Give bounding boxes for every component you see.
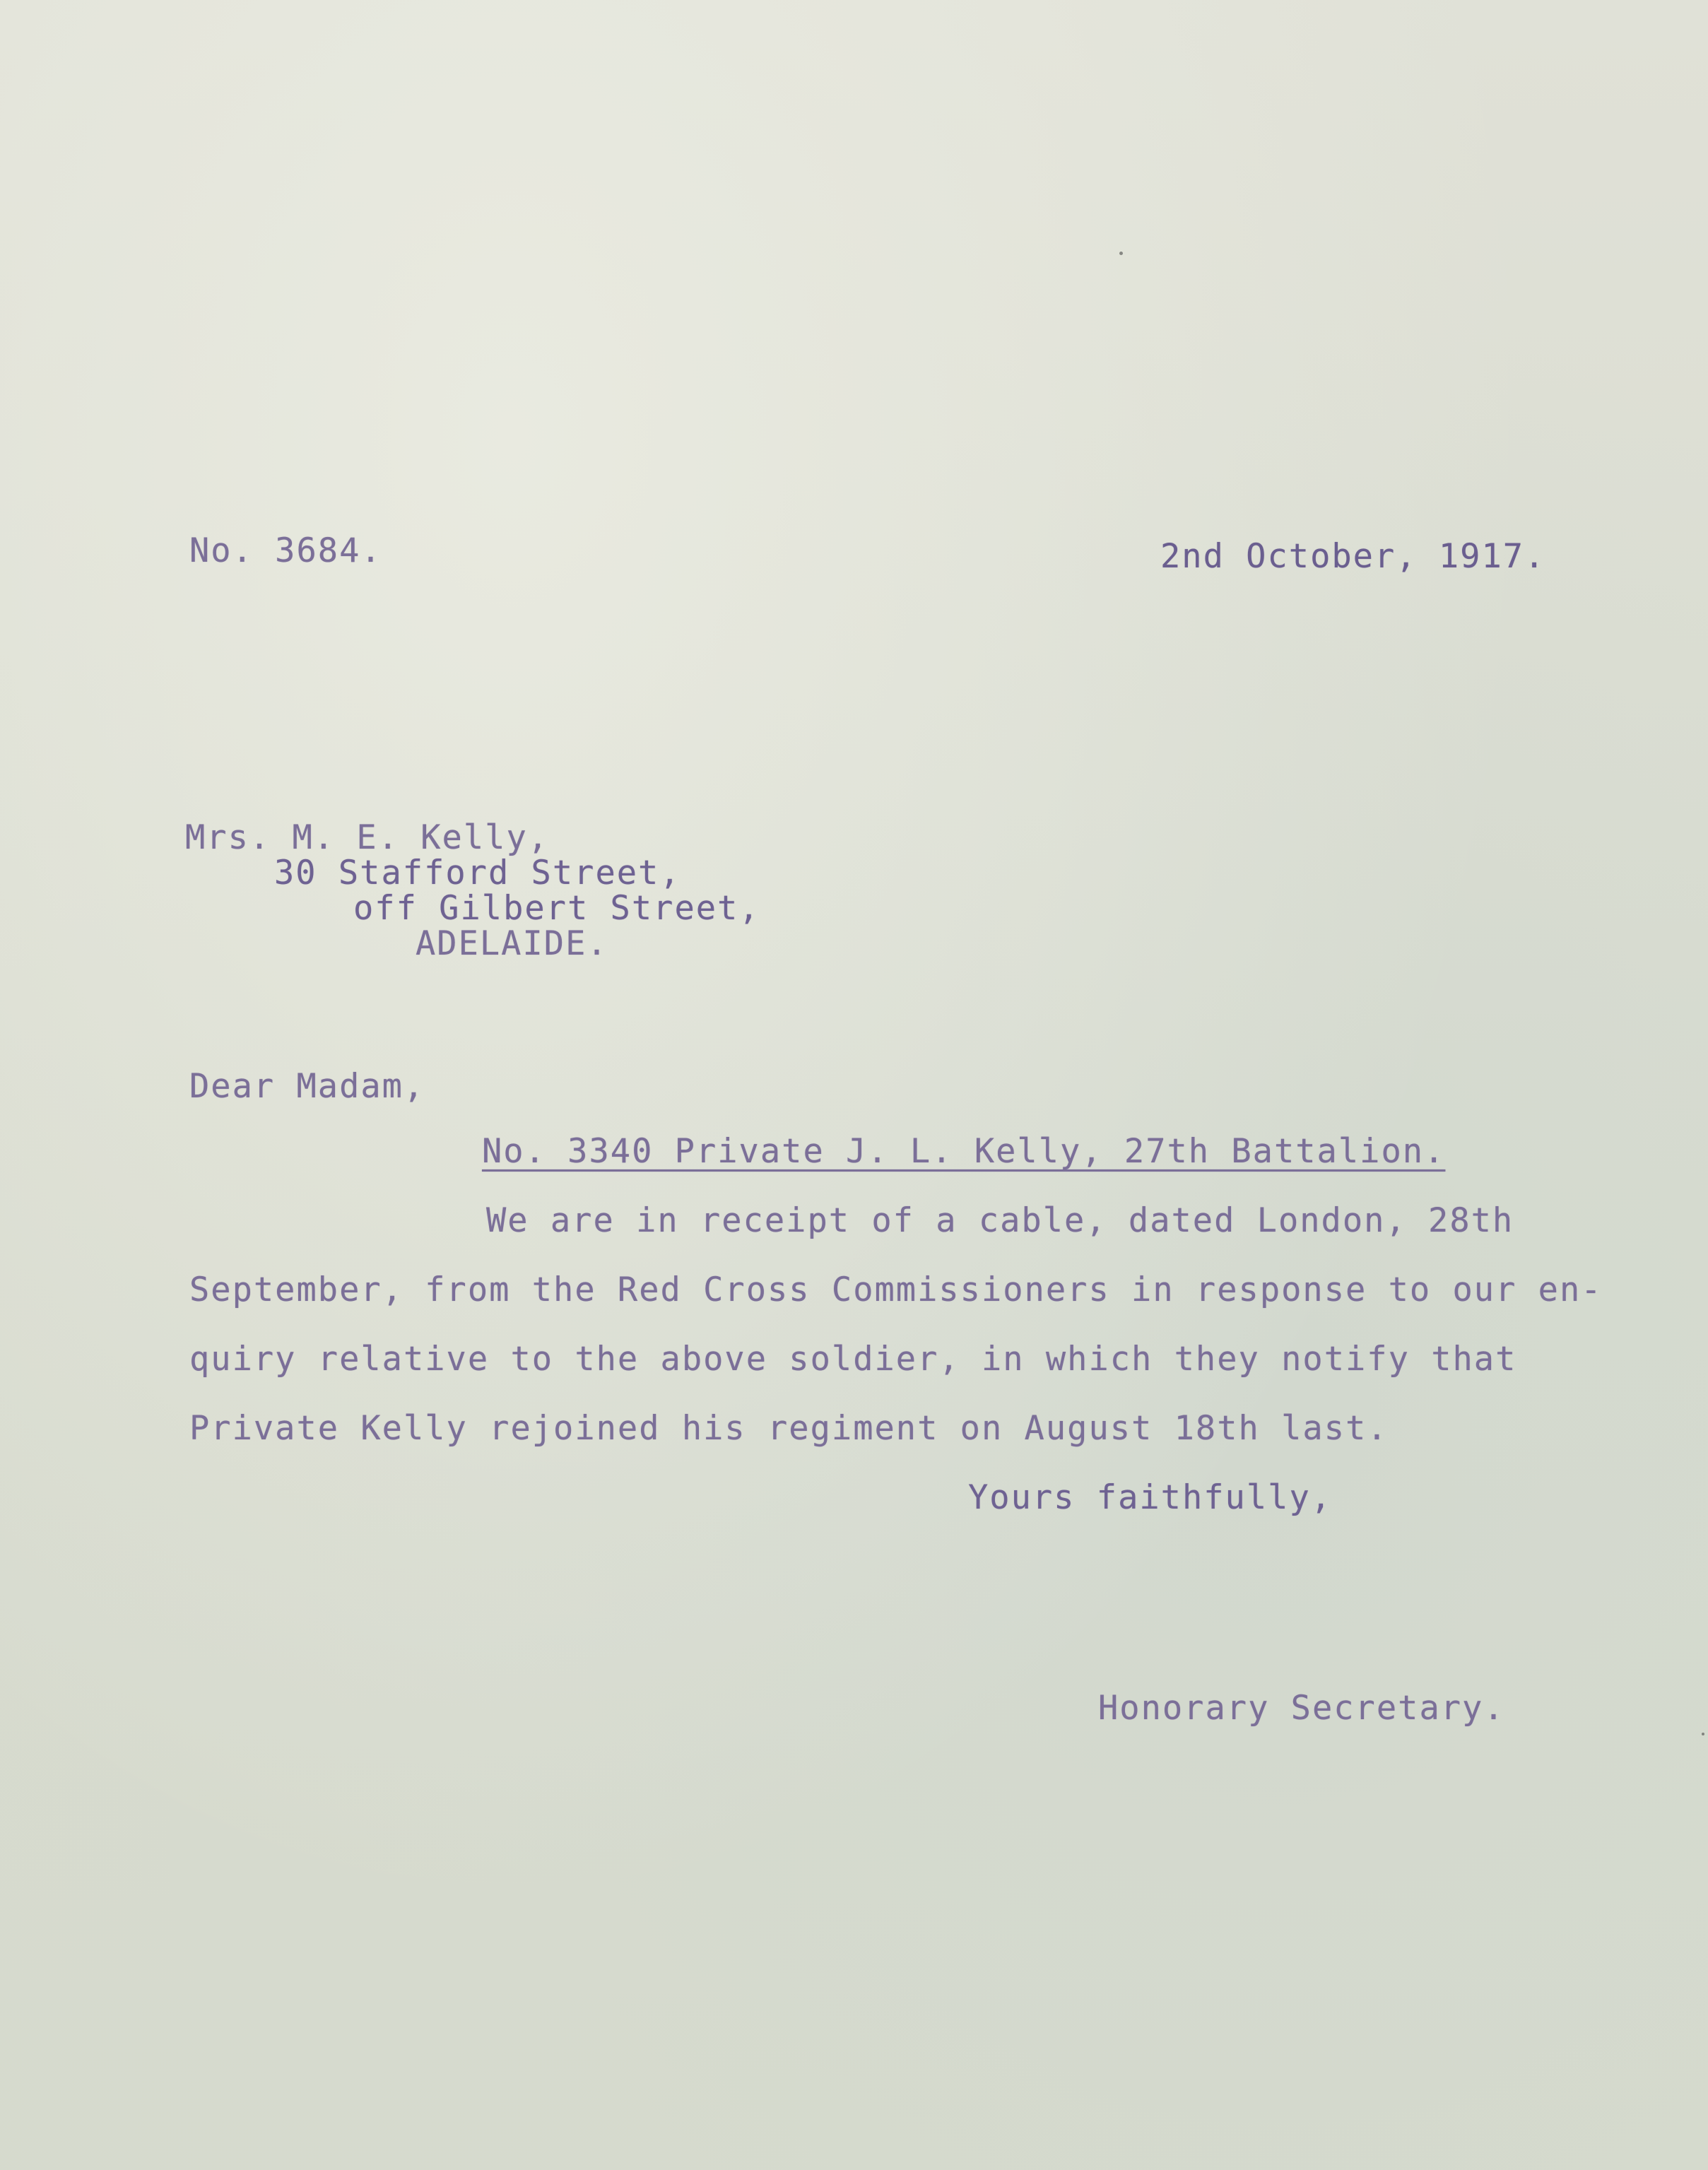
- salutation: Dear Madam,: [189, 1067, 425, 1106]
- subject-line: No. 3340 Private J. L. Kelly, 27th Battalion.: [482, 1132, 1446, 1171]
- body-line: We are in receipt of a cable, dated London, 28th: [486, 1201, 1514, 1240]
- paper-speck: [1119, 252, 1123, 255]
- recipient-name: Mrs. M. E. Kelly,: [185, 818, 550, 857]
- body-line: September, from the Red Cross Commissioners in response to our en-: [189, 1270, 1603, 1309]
- closing: Yours faithfully,: [968, 1478, 1333, 1517]
- recipient-cross-street: off Gilbert Street,: [353, 889, 760, 928]
- body-line: quiry relative to the above soldier, in which they notify that: [189, 1340, 1517, 1379]
- letter-date: 2nd October, 1917.: [1160, 537, 1546, 576]
- recipient-street: 30 Stafford Street,: [274, 854, 681, 892]
- signatory-title: Honorary Secretary.: [1098, 1689, 1505, 1728]
- paper-speck: [1702, 1733, 1704, 1735]
- body-line: Private Kelly rejoined his regiment on August 18th last.: [189, 1409, 1389, 1448]
- recipient-city: ADELAIDE.: [416, 924, 608, 963]
- reference-number: No. 3684.: [189, 531, 382, 570]
